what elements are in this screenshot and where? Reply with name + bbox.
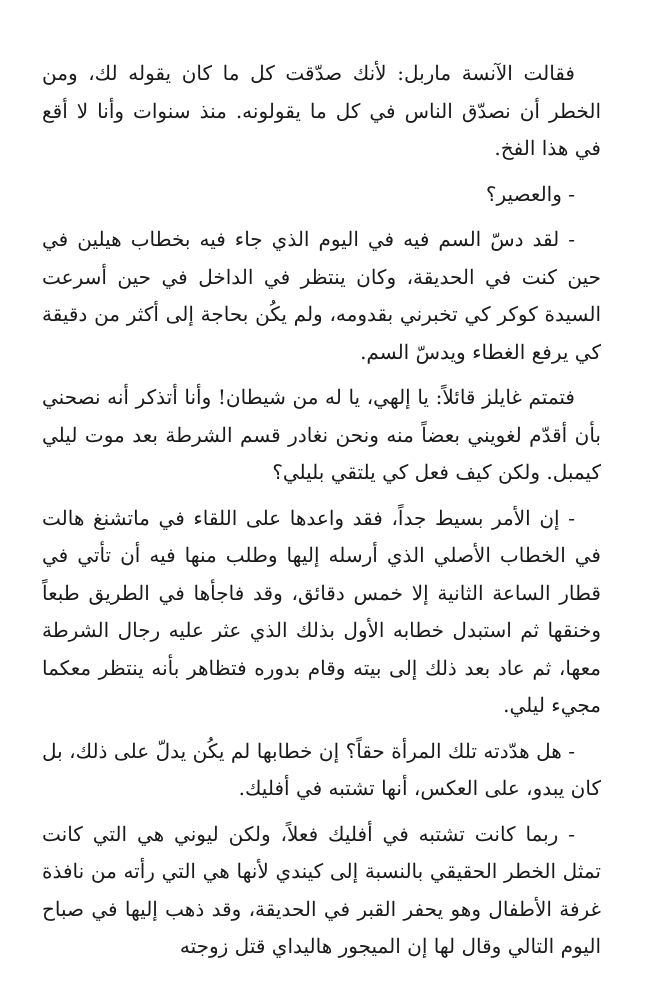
paragraph-4: فتمتم غايلز قائلاً: يا إلهي، يا له من شيطان! وأنا أتذكر أنه نصحني بأن أقدّم لغويني بعضاً منه ونحن نغادر قسم الشرطة بعد موت ليلي كيمبل. ولكن كيف فعل كي يلتقي بليلي؟ xyxy=(42,385,601,484)
paragraph-6: - هل هدّدته تلك المرأة حقاً؟ إن خطابها لم يكُن يدلّ على ذلك، بل كان يبدو، على العكس، أنها تشتبه في أفليك. xyxy=(42,738,601,800)
paragraph-2: - والعصير؟ xyxy=(485,181,575,206)
paragraph-3: - لقد دسّ السم فيه في اليوم الذي جاء فيه بخطاب هيلين في حين كنت في الحديقة، وكان ينتظر في الداخل في حين أسرعت السيدة كوكر كي تخبرني بقدومه، ولم يكُن بحاجة إلى أكثر من دقيقة كي يرفع الغطاء ويدسّ السم. xyxy=(42,227,601,364)
paragraph-5: - إن الأمر بسيط جداً، فقد واعدها على اللقاء في ماتشنغ هالت في الخطاب الأصلي الذي أرسله إليها وطلب منها فيه أن تأتي في قطار الساعة الثانية إلا خمس دقائق، وقد فاجأها في الطريق طبعاً وخنقها ثم استبدل خطابه الأول بذلك الذي عثر عليه رجال الشرطة معها، ثم عاد بعد ذلك إلى بيته وقام بدوره فتظاهر بأنه ينتظر معكما مجيء ليلي. xyxy=(42,505,601,717)
paragraph-7: - ربما كانت تشتبه في أفليك فعلاً، ولكن ليوني هي التي كانت تمثل الخطر الحقيقي بالنسبة إلى كيندي لأنها هي التي رأته من نافذة غرفة الأطفال وهو يحفر القبر في الحديقة، وقد ذهب إليها في صباح اليوم التالي وقال لها إن الميجور هاليداي قتل زوجته xyxy=(42,821,601,958)
paragraph-1: فقالت الآنسة ماربل: لأنك صدّقت كل ما كان يقوله لك، ومن الخطر أن نصدّق الناس في كل ما يقولونه. منذ سنوات وأنا لا أقع في هذا الفخ. xyxy=(42,61,601,160)
